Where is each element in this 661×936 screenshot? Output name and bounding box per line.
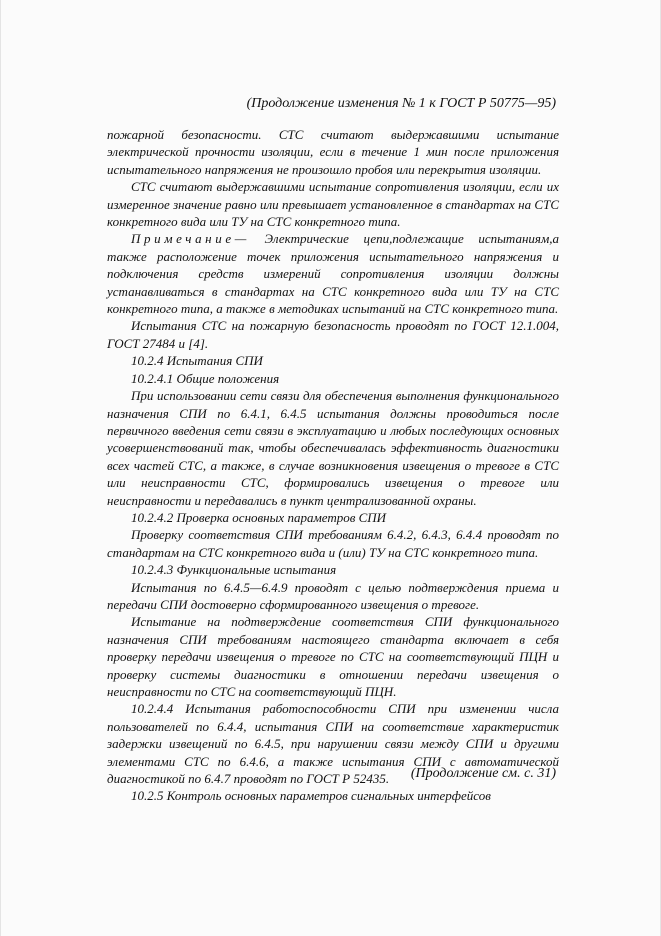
paragraph-network-usage: При использовании сети связи для обеспечения выполнения функционального назначения СПИ по 6.4.1, 6.4.5 испытания должны проводиться после первичного введения сети связи в эксплуатацию и любых последующих основных усовершенствований так, чтобы обеспечивалась эффективность диагностики всех частей СТС, а также, в случае возникновения извещения о тревоге в СТС или неисправности СТС, формировались извещения о тревоге или неисправности и передавались в пункт централизованной охраны. [107, 388, 559, 508]
section-heading-10-2-4-1: 10.2.4.1 Общие положения [131, 370, 280, 386]
paragraph-functional-tests: Испытания по 6.4.5—6.4.9 проводят с целью подтверждения приема и передачи СПИ достоверно сформированного извещения о тревоге. [107, 579, 559, 612]
section-heading-10-2-5: 10.2.5 Контроль основных параметров сигнальных интерфейсов [131, 788, 491, 804]
document-body [107, 126, 559, 805]
paragraph-insulation-resistance: СТС считают выдержавшими испытание сопротивления изоляции, если их измеренное значение равно или превышает установленное в стандартах на СТС конкретного вида или ТУ на СТС конкретного типа. [107, 179, 559, 230]
continuation-footer: (Продолжение см. с. 31) [410, 766, 556, 781]
note-label: Примечание— [131, 231, 250, 247]
section-heading-10-2-4-2: 10.2.4.2 Проверка основных параметров СПИ [131, 509, 387, 525]
paragraph-purpose-compliance: Испытание на подтверждение соответствия СПИ функционального назначения СПИ требованиям настоящего стандарта включает в себя проверку передачи извещения о тревоге по СТС на соответствующий ПЦН и проверку системы диагностики в отношении передачи извещения о неисправности по СТС на соответствующий ПЦН. [107, 614, 559, 699]
section-heading-10-2-4-3: 10.2.4.3 Функциональные испытания [131, 562, 337, 578]
paragraph-fire-safety-tests: Испытания СТС на пожарную безопасность проводят по ГОСТ 12.1.004, ГОСТ 27484 и [4]. [107, 318, 559, 351]
note-text: Электрические цепи,подлежащие испытаниям,а также расположение точек приложения испытательного напряжения и подключения средств измерений сопротивления изоляции должны устанавливаться в стандартах на СТС конкретного вида или ТУ на СТС конкретного типа, а также в методиках испытаний на СТС конкретного типа. [107, 231, 559, 317]
paragraph-compliance-check: Проверку соответствия СПИ требованиям 6.4.2, 6.4.3, 6.4.4 проводят по стандартам на СТС конкретного вида и (или) ТУ на СТС конкретного типа. [107, 527, 559, 560]
continuation-header: (Продолжение изменения № 1 к ГОСТ Р 50775—95) [246, 96, 556, 111]
section-heading-10-2-4: 10.2.4 Испытания СПИ [131, 353, 263, 369]
paragraph-10-2-4-4: 10.2.4.4 Испытания работоспособности СПИ при изменении числа пользователей по 6.4.4, испытания СПИ на соответствие характеристик задержки извещений по 6.4.5, при нарушении связи между СПИ и другими элементами СТС по 6.4.6, а также испытания СПИ с автоматической диагностикой по 6.4.7 проводят по ГОСТ Р 52435. [107, 701, 559, 787]
paragraph-fire-safety-continuation: пожарной безопасности. СТС считают выдержавшими испытание электрической прочности изоляции, если в течение 1 мин после приложения испытательного напряжения не произошло пробоя или перекрытия изоляции. [107, 127, 559, 177]
note-paragraph [107, 230, 559, 317]
